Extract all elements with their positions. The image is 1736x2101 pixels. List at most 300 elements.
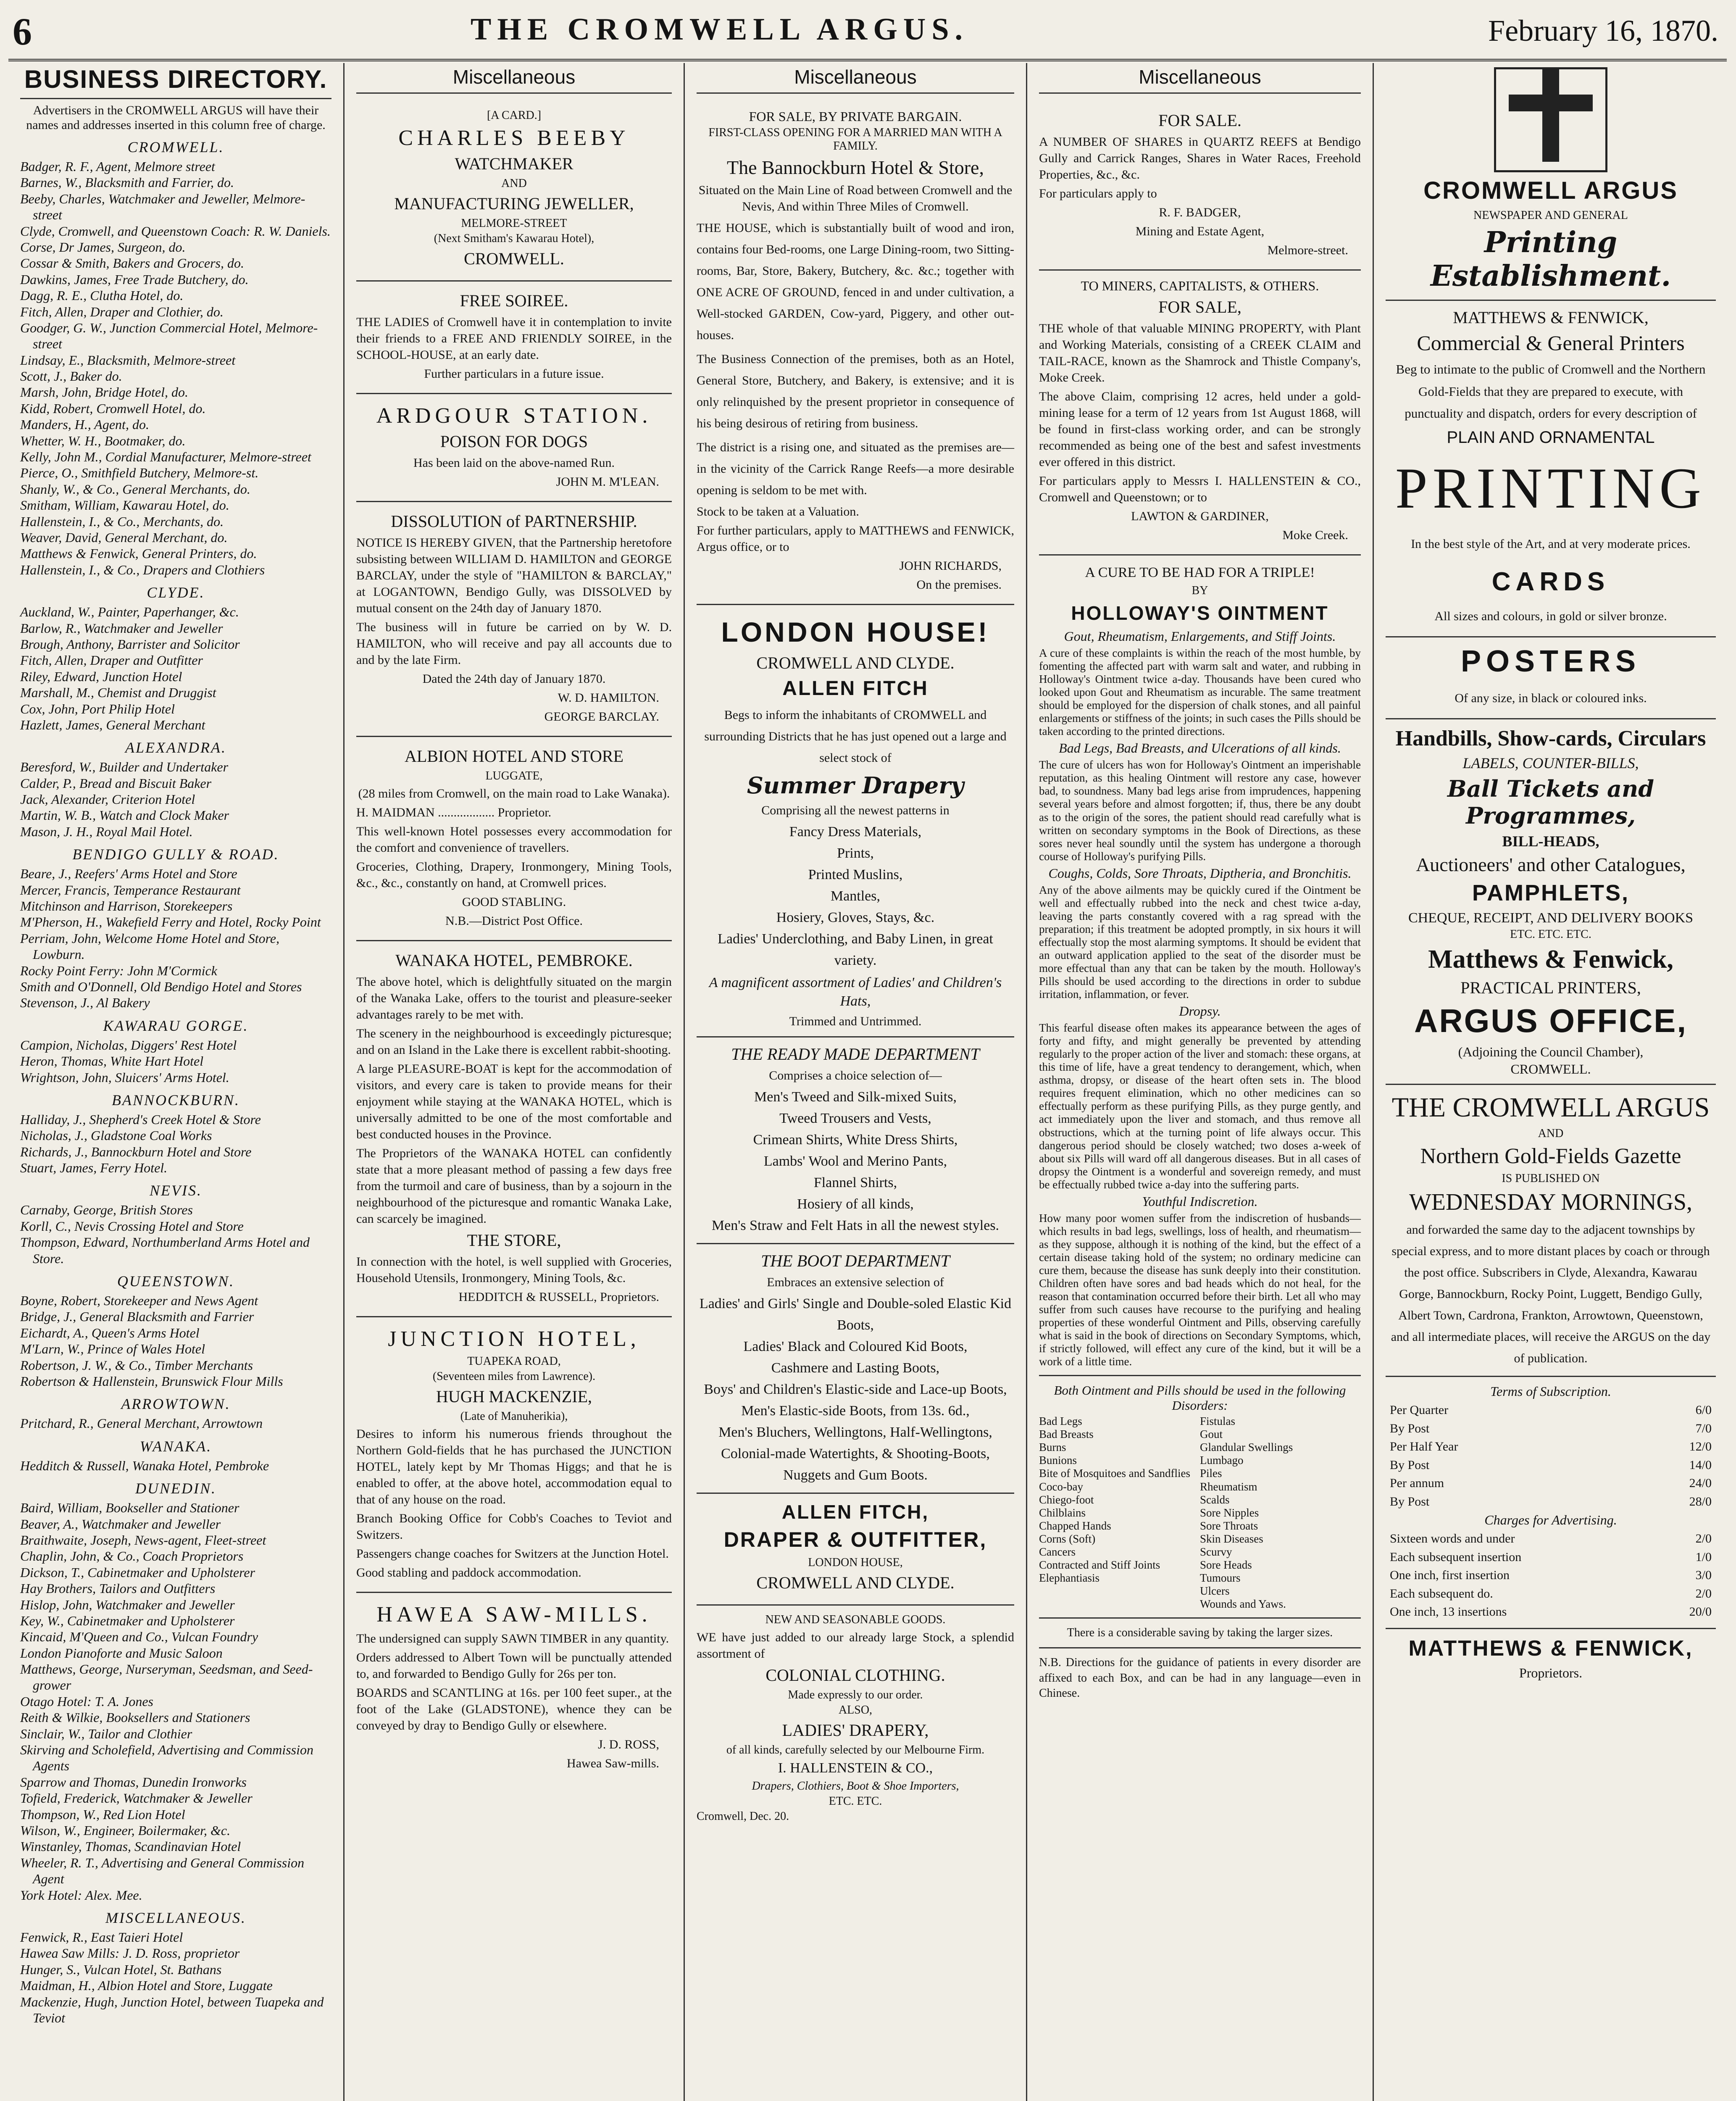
rate-row <box>1386 1401 1716 1419</box>
advert-heading: WEDNESDAY MORNINGS, <box>1409 1189 1693 1216</box>
directory-entry: Bridge, J., General Blacksmith and Farrier <box>20 1309 254 1324</box>
advert-body: Situated on the Main Line of Road between Cromwell and the Nevis, And within Three Miles of Cromwell. <box>698 183 1013 213</box>
advert-note: Further particulars in a future issue. <box>424 367 604 381</box>
advert-body: This well-known Hotel possesses every accommodation for the comfort and convenience of travellers. <box>356 824 672 855</box>
printing-office-column <box>1374 63 1728 2101</box>
directory-entry: Brough, Anthony, Barrister and Solicitor <box>20 636 240 652</box>
rate-label: By Post <box>1390 1458 1430 1472</box>
directory-entry: Hay Brothers, Tailors and Outfitters <box>20 1581 216 1596</box>
albion-advert <box>356 737 672 941</box>
advert-signature: Moke Creek. <box>1282 528 1348 542</box>
directory-entry: Fitch, Allen, Draper and Clothier, do. <box>20 304 224 319</box>
business-directory-column <box>8 63 345 2101</box>
hawea-advert <box>356 1593 672 1782</box>
advert-text: TUAPEKA ROAD, <box>467 1355 561 1368</box>
directory-entry: Hawea Saw Mills: J. D. Ross, proprietor <box>20 1946 240 1961</box>
advert-heading: ALLEN FITCH <box>782 677 928 700</box>
divider <box>697 1493 1014 1494</box>
advert-body: The scenery in the neighbourhood is exceedingly picturesque; and on an Island in the Lake there is excellent rabbit-shooting. <box>356 1027 672 1057</box>
rate-value: 20/0 <box>1689 1605 1712 1619</box>
advert-text: (Seventeen miles from Lawrence). <box>432 1370 596 1383</box>
directory-entry: Hallenstein, I., & Co., Drapers and Clothiers <box>20 562 265 577</box>
advert-body: N.B.—District Post Office. <box>445 914 583 928</box>
advert-text: ALSO, <box>838 1703 873 1717</box>
directory-entry: Hazlett, James, General Merchant <box>20 717 205 732</box>
directory-entry: Mercer, Francis, Temperance Restaurant <box>20 882 241 898</box>
disorder-item: Burns <box>1039 1441 1066 1454</box>
directory-entry: Marshall, M., Chemist and Druggist <box>20 685 216 700</box>
beeby-advert <box>356 101 672 282</box>
disorder-item: Bad Breasts <box>1039 1428 1094 1441</box>
advert-body: WE have just added to our already large Stock, a splendid assortment of <box>697 1630 1014 1661</box>
disorder-item: Scurvy <box>1200 1545 1232 1558</box>
advert-signature: Mining and Estate Agent, <box>1135 224 1265 238</box>
rate-row <box>1386 1530 1716 1548</box>
advert-text: AND <box>1538 1127 1564 1140</box>
advert-body: The business will in future be carried on by W. D. HAMILTON, who will receive and pay all accounts due to and by the late Firm. <box>356 620 672 667</box>
directory-entry: Tofield, Frederick, Watchmaker & Jeweller <box>20 1790 253 1806</box>
printing-heading: PRINTING <box>1395 456 1706 521</box>
directory-entry: Kelly, John M., Cordial Manufacturer, Melmore-street <box>20 449 311 465</box>
disorder-item: Wounds and Yaws. <box>1200 1597 1286 1610</box>
advert-body: For particulars apply to <box>1039 187 1157 200</box>
holloway-advert <box>1039 556 1361 1712</box>
directory-entry: Nicholas, J., Gladstone Coal Works <box>20 1128 212 1143</box>
ready-made-item: Crimean Shirts, White Dress Shirts, <box>753 1132 958 1148</box>
advert-text: (Late of Manuherikia), <box>460 1410 568 1423</box>
advert-text: LONDON HOUSE, <box>808 1556 903 1569</box>
advert-body: Any of the above ailments may be quickly cured if the Ointment be well and effectually rubbed into the neck and chest twice a-day, leaving the parts constantly covered with a rag spread with the preparation; if this treatment be adopted promptly, in six hours it will effectually stop the most alarming symptoms. It should be evident that an outward application applied to the seat of the disorder must be more effectual than any that can be taken by the mouth. Holloway's Pills should be used according to the directions in order to subdue irritation, inflammation, or fever. <box>1039 883 1361 1001</box>
advert-text: NEWSPAPER AND GENERAL <box>1473 209 1628 222</box>
directory-title: BUSINESS DIRECTORY. <box>20 63 331 99</box>
directory-town-heading: CLYDE. <box>147 584 205 601</box>
directory-entry: Matthews, George, Nurseryman, Seedsman, and Seed-grower <box>20 1661 313 1693</box>
disorder-item: Skin Diseases <box>1200 1532 1263 1545</box>
boot-item: Men's Bluchers, Wellingtons, Half-Wellingtons, <box>718 1424 992 1440</box>
advert-subtitle: Dropsy. <box>1179 1003 1221 1019</box>
advert-body: A cure of these complaints is within the reach of the most humble, by fomenting the affected part with warm salt and water, and rubbing in Holloway's Ointment twice a-day. Thousands have been cured who looked upon Gout and Rheumatism as incurable. The same treatment should be employed for the dispersion of chalk stones, and all painful enlargements or stiffness of the joints; in such cases the Pills should be taken according to the printed directions. <box>1039 647 1361 738</box>
advert-signature: Melmore-street. <box>1267 243 1348 257</box>
directory-intro: Advertisers in the CROMWELL ARGUS will have their names and addresses inserted in this column free of charge. <box>26 103 326 132</box>
advert-body: THE whole of that valuable MINING PROPERTY, with Plant and Working Materials, consisting of a CREEK CLAIM and TAIL-RACE, known as the Shamrock and Thistle Company's, Moke Creek. <box>1039 321 1361 384</box>
advert-body: Comprising all the newest patterns in <box>761 803 950 817</box>
advert-subtitle: PRACTICAL PRINTERS, <box>1460 978 1641 998</box>
directory-entry: Maidman, H., Albion Hotel and Store, Luggate <box>20 1978 273 1993</box>
advert-heading: LADIES' DRAPERY, <box>782 1721 929 1740</box>
boot-item: Boys' and Children's Elastic-side and Lace-up Boots, <box>704 1382 1007 1398</box>
advert-text: of all kinds, carefully selected by our Melbourne Firm. <box>726 1743 985 1757</box>
rate-row <box>1386 1438 1716 1456</box>
directory-entry: Robertson & Hallenstein, Brunswick Flour Mills <box>20 1374 283 1389</box>
directory-entry: Baird, William, Bookseller and Stationer <box>20 1500 239 1516</box>
advert-heading: Handbills, Show-cards, Circulars <box>1395 727 1706 751</box>
directory-entry: Shanly, W., & Co., General Merchants, do. <box>20 481 250 497</box>
directory-entry: Hallenstein, I., & Co., Merchants, do. <box>20 513 224 529</box>
advert-body: In the best style of the Art, and at very moderate prices. <box>1411 537 1691 551</box>
disorder-item: Bite of Mosquitoes and Sandflies <box>1039 1467 1190 1480</box>
bannockburn-sale-advert <box>697 101 1014 605</box>
advert-text: LUGGATE, <box>485 769 543 782</box>
directory-entry: Mason, J. H., Royal Mail Hotel. <box>20 824 193 839</box>
advert-signature: R. F. BADGER, <box>1159 205 1241 219</box>
subscription-heading: Terms of Subscription. <box>1490 1384 1611 1399</box>
advert-signature: JOHN RICHARDS, <box>899 559 1002 573</box>
boot-item: Men's Elastic-side Boots, from 13s. 6d., <box>741 1403 970 1419</box>
directory-entry: Kidd, Robert, Cromwell Hotel, do. <box>20 400 206 416</box>
disorders-table <box>1039 1415 1361 1611</box>
advert-text: AND <box>501 177 527 190</box>
advert-body: Orders addressed to Albert Town will be punctually attended to, and forwarded to Bendigo Gully for 26s per ton. <box>356 1651 672 1681</box>
boot-item: Nuggets and Gum Boots. <box>783 1467 928 1483</box>
advert-text: CHEQUE, RECEIPT, AND DELIVERY BOOKS <box>1408 910 1694 926</box>
directory-town-heading: BANNOCKBURN. <box>111 1091 240 1108</box>
advert-body: BOARDS and SCANTLING at 16s. per 100 feet super., at the foot of the Lake (GLADSTONE), whence they can be conveyed by dray to Bendigo Gully or elsewhere. <box>356 1686 672 1732</box>
disorders-list-left <box>1039 1415 1200 1611</box>
advert-body: For further particulars, apply to MATTHEWS and FENWICK, Argus office, or to <box>697 524 1014 554</box>
directory-entry: Wrightson, John, Sluicers' Arms Hotel. <box>20 1069 229 1085</box>
directory-entry: Corse, Dr James, Surgeon, do. <box>20 239 186 255</box>
advert-subtitle: Gout, Rheumatism, Enlargements, and Stiff Joints. <box>1064 629 1336 644</box>
advert-subtitle: Bad Legs, Bad Breasts, and Ulcerations of all kinds. <box>1059 740 1341 756</box>
directory-entry: Beare, J., Reefers' Arms Hotel and Store <box>20 866 237 882</box>
directory-entry: York Hotel: Alex. Mee. <box>20 1887 142 1903</box>
disorder-item: Fistulas <box>1200 1415 1236 1428</box>
directory-entry: Wheeler, R. T., Advertising and General Commission Agent <box>20 1855 305 1887</box>
divider <box>697 1036 1014 1037</box>
item-list <box>697 1086 1014 1236</box>
advert-text: BILL-HEADS, <box>1502 833 1599 850</box>
rate-label: Per Half Year <box>1390 1440 1458 1454</box>
column-heading: Miscellaneous <box>1039 63 1361 94</box>
directory-entry: Stuart, James, Ferry Hotel. <box>20 1160 168 1176</box>
directory-town-heading: BENDIGO GULLY & ROAD. <box>72 846 279 863</box>
advert-title: FOR SALE, BY PRIVATE BARGAIN. <box>749 109 962 124</box>
disorder-item: Chiego-foot <box>1039 1493 1094 1506</box>
directory-entry: Richards, J., Bannockburn Hotel and Store <box>20 1144 252 1159</box>
advert-subtitle: PLAIN AND ORNAMENTAL <box>1447 428 1655 447</box>
directory-entry: Whetter, W. H., Bootmaker, do. <box>20 433 186 448</box>
directory-entry: Thompson, Edward, Northumberland Arms Hotel and Store. <box>20 1235 310 1266</box>
directory-entry: Mitchinson and Harrison, Storekeepers <box>20 898 233 914</box>
directory-town-heading: ARROWTOWN. <box>121 1395 231 1413</box>
directory-entry: Smitham, William, Kawarau Hotel, do. <box>20 498 229 513</box>
advert-signature: JOHN M. M'LEAN. <box>556 475 659 489</box>
page-number: 6 <box>13 10 32 53</box>
divider <box>1039 1617 1361 1619</box>
advert-subtitle: MANUFACTURING JEWELLER, <box>394 194 634 213</box>
newspaper-name: THE CROMWELL ARGUS <box>1391 1092 1710 1123</box>
newspaper-title: THE CROMWELL ARGUS. <box>471 12 969 47</box>
disorder-item: Glandular Swellings <box>1200 1441 1293 1454</box>
directory-entry: Eichardt, A., Queen's Arms Hotel <box>20 1325 200 1340</box>
advert-body: There is a considerable saving by taking the larger sizes. <box>1067 1626 1333 1639</box>
advert-body: THE LADIES of Cromwell have it in contemplation to invite their friends to a FREE AND FRIENDLY SOIREE, in the SCHOOL-HOUSE, at an early date. <box>356 315 672 362</box>
advert-body: Has been laid on the above-named Run. <box>413 456 615 470</box>
advert-subtitle: POISON FOR DOGS <box>440 432 588 451</box>
advert-signature: On the premises. <box>916 578 1002 592</box>
advertising-rates <box>1386 1530 1716 1621</box>
disorder-item: Gout <box>1200 1428 1223 1441</box>
advert-body: A magnificent assortment of Ladies' and Children's Hats, <box>709 975 1002 1009</box>
item-list <box>697 1293 1014 1486</box>
ready-made-item: Tweed Trousers and Vests, <box>779 1111 931 1127</box>
boot-item: Cashmere and Lasting Boots, <box>771 1360 940 1376</box>
advert-subtitle: CROMWELL AND CLYDE. <box>756 653 955 672</box>
directory-entry: Reith & Wilkie, Booksellers and Stationers <box>20 1710 250 1725</box>
advert-signature: HEDDITCH & RUSSELL, Proprietors. <box>458 1290 659 1304</box>
miscellaneous-column-1 <box>345 63 685 2101</box>
directory-entry: Manders, H., Agent, do. <box>20 417 149 432</box>
advert-body: The Business Connection of the premises, both as an Hotel, General Store, Butchery, and Bakery, is extensive; and it is only relinquished by the present proprietor in consequence of his being desirous of retiring from business. <box>697 352 1014 430</box>
disorder-item: Piles <box>1200 1467 1222 1480</box>
advert-body: Passengers change coaches for Switzers at the Junction Hotel. <box>356 1547 669 1561</box>
argus-title: CROMWELL ARGUS <box>1423 177 1678 204</box>
disorder-item: Elephantiasis <box>1039 1571 1099 1584</box>
badger-sale-advert <box>1039 101 1361 271</box>
directory-entry: Barlow, R., Watchmaker and Jeweller <box>20 620 223 636</box>
drapery-item: Fancy Dress Materials, <box>789 824 922 840</box>
advert-subtitle: FIRST-CLASS OPENING FOR A MARRIED MAN WITH A FAMILY. <box>708 126 1002 153</box>
rate-row <box>1386 1493 1716 1511</box>
ready-made-item: Men's Straw and Felt Hats in all the newest styles. <box>711 1218 1000 1234</box>
directory-entry: Mackenzie, Hugh, Junction Hotel, between Tuapeka and Teviot <box>20 1994 324 2025</box>
advert-body: All sizes and colours, in gold or silver bronze. <box>1434 609 1667 624</box>
directory-entry: Weaver, David, General Merchant, do. <box>20 529 228 545</box>
advert-heading: Summer Drapery <box>747 772 964 799</box>
directory-entry: Auckland, W., Painter, Paperhanger, &c. <box>20 604 239 620</box>
disorder-item: Sore Heads <box>1200 1558 1252 1571</box>
directory-entry: Stevenson, J., Al Bakery <box>20 995 150 1011</box>
directory-entry: Cox, John, Port Philip Hotel <box>20 701 175 716</box>
directory-entry: Marsh, John, Bridge Hotel, do. <box>20 384 188 400</box>
disorders-list-right <box>1200 1415 1361 1611</box>
rate-row <box>1386 1419 1716 1438</box>
advert-subtitle: A CURE TO BE HAD FOR A TRIPLE! <box>1085 565 1315 580</box>
advert-subtitle: THE STORE, <box>467 1231 561 1250</box>
rate-value: 7/0 <box>1695 1421 1712 1435</box>
directory-entry: Cossar & Smith, Bakers and Grocers, do. <box>20 255 245 271</box>
advert-body: The above hotel, which is delightfully situated on the margin of the Wanaka Lake, offers to the tourist and pleasure-seeker advantages rarely to be met with. <box>356 975 672 1022</box>
advert-subtitle: WATCHMAKER <box>455 154 573 173</box>
directory-entry: Otago Hotel: T. A. Jones <box>20 1693 153 1709</box>
advert-subtitle: MATTHEWS & FENWICK, <box>1453 308 1649 327</box>
directory-entry: Skirving and Scholefield, Advertising and Commission Agents <box>20 1742 314 1774</box>
advert-title: HOLLOWAY'S OINTMENT <box>1071 602 1329 624</box>
advert-body: For particulars apply to Messrs I. HALLENSTEIN & CO., Cromwell and Queenstown; or to <box>1039 474 1361 504</box>
rate-label: Per annum <box>1390 1476 1444 1490</box>
advert-signature: I. HALLENSTEIN & CO., <box>778 1760 933 1776</box>
directory-entry: Dawkins, James, Free Trade Butchery, do. <box>20 271 249 287</box>
miscellaneous-column-2 <box>685 63 1027 2101</box>
advert-body: Embraces an extensive selection of <box>767 1275 944 1290</box>
directory-entry: Pierce, O., Smithfield Butchery, Melmore-st. <box>20 465 259 481</box>
advert-body: The cure of ulcers has won for Holloway's Ointment an imperishable reputation, as this healing Ointment will restore any case, however bad, to soundness. Many bad legs arise from imprudences, happening several years before and almost forgotten; if, thus, there be any doubt as to the origin of the sores, the patient should read carefully what is written on secondary symptoms in the Book of Directions, as these sores never heal soundly until the system has undergone a thorough course of Holloway's purifying Pills. <box>1039 758 1361 863</box>
advert-title: WANAKA HOTEL, PEMBROKE. <box>395 951 633 970</box>
directory-entry: Campion, Nicholas, Diggers' Rest Hotel <box>20 1037 237 1053</box>
advert-heading: Ball Tickets and Programmes, <box>1447 775 1654 829</box>
divider <box>697 1243 1014 1244</box>
cards-heading: CARDS <box>1491 567 1610 597</box>
drapery-item: Mantles, <box>830 888 881 904</box>
advert-title: NEW AND SEASONABLE GOODS. <box>765 1613 946 1627</box>
advert-body: In connection with the hotel, is well supplied with Groceries, Household Utensils, Ironmongery, Mining Tools, &c. <box>356 1255 672 1285</box>
directory-entry: Heron, Thomas, White Hart Hotel <box>20 1053 204 1069</box>
ardgour-advert <box>356 394 672 502</box>
advert-signature: W. D. HAMILTON. <box>558 691 659 705</box>
advert-subtitle: Youthful Indiscretion. <box>1142 1193 1258 1209</box>
drapery-item: Printed Muslins, <box>808 867 903 882</box>
miners-advert <box>1039 271 1361 556</box>
advert-body: (28 miles from Cromwell, on the main road to Lake Wanaka). <box>358 787 670 800</box>
advert-text: LABELS, COUNTER-BILLS, <box>1462 755 1639 772</box>
advert-signature: LAWTON & GARDINER, <box>1131 509 1269 523</box>
directory-entry: Robertson, J. W., & Co., Timber Merchants <box>20 1357 253 1373</box>
directory-entry: Braithwaite, Joseph, News-agent, Fleet-street <box>20 1532 266 1548</box>
card-label: [A CARD.] <box>487 109 542 122</box>
drapery-item: Prints, <box>837 845 874 861</box>
advert-text: (Adjoining the Council Chamber), <box>1458 1044 1644 1060</box>
directory-entry: Lindsay, E., Blacksmith, Melmore-street <box>20 352 236 368</box>
directory-town-heading: NEVIS. <box>150 1182 202 1199</box>
argus-office-heading: ARGUS OFFICE, <box>1414 1002 1687 1040</box>
posters-heading: POSTERS <box>1460 645 1641 679</box>
disorder-item: Chilblains <box>1039 1506 1086 1519</box>
advert-signature: ALLEN FITCH, <box>781 1501 929 1523</box>
directory-town-heading: CROMWELL. <box>127 139 224 155</box>
directory-town-heading: KAWARAU GORGE. <box>103 1017 249 1034</box>
advert-subtitle: CROMWELL. <box>464 249 564 268</box>
directory-entry: Jack, Alexander, Criterion Hotel <box>20 792 195 807</box>
rate-row <box>1386 1585 1716 1603</box>
advert-signature: Hawea Saw-mills. <box>567 1756 659 1770</box>
advert-body: A NUMBER OF SHARES in QUARTZ REEFS at Bendigo Gully and Carrick Ranges, Shares in Water Races, Freehold Properties, &c., &c. <box>1039 135 1361 182</box>
directory-entry: Smith and O'Donnell, Old Bendigo Hotel and Stores <box>20 979 302 994</box>
advert-subtitle: THE READY MADE DEPARTMENT <box>731 1045 980 1064</box>
advert-subtitle: Coughs, Colds, Sore Throats, Diptheria, and Bronchitis. <box>1048 865 1352 881</box>
advert-heading: Matthews & Fenwick, <box>1428 945 1673 974</box>
column-heading: Miscellaneous <box>356 63 672 94</box>
directory-entry: Hislop, John, Watchmaker and Jeweller <box>20 1597 235 1612</box>
advert-heading: Printing Establishment. <box>1430 226 1671 293</box>
boot-item: Ladies' and Girls' Single and Double-soled Elastic Kid Boots, <box>699 1296 1012 1333</box>
rate-row <box>1386 1603 1716 1621</box>
directory-entry: Fenwick, R., East Taieri Hotel <box>20 1929 183 1945</box>
advert-body: A large PLEASURE-BOAT is kept for the accommodation of visitors, and every care is taken to provide means for their enjoyment while staying at the WANAKA HOTEL, which is universally admitted to be one of the most comfortable and best conducted houses in the Province. <box>356 1062 672 1141</box>
rate-row <box>1386 1566 1716 1585</box>
directory-town-heading: DUNEDIN. <box>135 1480 216 1497</box>
rate-value: 14/0 <box>1689 1458 1712 1472</box>
directory-entry: Beeby, Charles, Watchmaker and Jeweller, Melmore-street <box>20 191 305 223</box>
directory-entry: Fitch, Allen, Draper and Outfitter <box>20 653 203 668</box>
directory-entry: Hedditch & Russell, Wanaka Hotel, Pembroke <box>20 1458 269 1473</box>
rate-row <box>1386 1456 1716 1474</box>
advert-body: THE HOUSE, which is substantially built of wood and iron, contains four Bed-rooms, one Large Dining-room, two Sitting-rooms, Bar, Store, Bakery, Butchery, &c. &c.; together with ONE ACRE OF GROUND, fenced in and under cultivation, a Well-stocked GARDEN, Cow-yard, Piggery, and other out-houses. <box>697 221 1014 342</box>
directory-entry: Badger, R. F., Agent, Melmore street <box>20 159 215 174</box>
rate-value: 28/0 <box>1689 1494 1712 1509</box>
advert-body: Trimmed and Untrimmed. <box>789 1014 922 1029</box>
disorder-item: Rheumatism <box>1200 1480 1257 1493</box>
disorder-item: Sore Throats <box>1200 1519 1258 1532</box>
advert-title: DISSOLUTION of PARTNERSHIP. <box>391 512 637 531</box>
rate-value: 1/0 <box>1695 1550 1712 1564</box>
directory-entry: Boyne, Robert, Storekeeper and News Agent <box>20 1293 258 1309</box>
advert-title: ARDGOUR STATION. <box>376 404 652 428</box>
directory-entry: Pritchard, R., General Merchant, Arrowtown <box>20 1416 263 1431</box>
advert-subtitle: Both Ointment and Pills should be used in the following Disorders: <box>1054 1383 1346 1413</box>
directory-entry: M'Larn, W., Prince of Wales Hotel <box>20 1341 205 1357</box>
rate-value: 3/0 <box>1695 1568 1712 1582</box>
advert-body: The undersigned can supply SAWN TIMBER in any quantity. <box>356 1632 669 1646</box>
advert-title: TO MINERS, CAPITALISTS, & OTHERS. <box>1081 278 1319 293</box>
directory-entry: Korll, C., Nevis Crossing Hotel and Store <box>20 1218 244 1234</box>
advert-body: The district is a rising one, and situated as the premises are—in the vicinity of the Carrick Range Reefs—a more desirable opening is seldom to be met with. <box>697 440 1014 497</box>
directory-entry: Beresford, W., Builder and Undertaker <box>20 759 229 775</box>
disorder-item: Bad Legs <box>1039 1415 1082 1428</box>
directory-entry: Kincaid, M'Queen and Co., Vulcan Foundry <box>20 1629 258 1645</box>
disorder-item: Sore Nipples <box>1200 1506 1259 1519</box>
london-house-advert <box>697 605 1014 1606</box>
advert-body: Groceries, Clothing, Drapery, Ironmongery, Mining Tools, &c., &c., constantly on hand, at Cromwell prices. <box>356 860 672 890</box>
disorder-item: Contracted and Stiff Joints <box>1039 1558 1160 1571</box>
advert-text: Proprietors. <box>1519 1665 1583 1680</box>
advert-body: The Proprietors of the WANAKA HOTEL can confidently state that a more pleasant method of passing a few days free from the turmoil and care of business, than by a sojourn in the neighbourhood of the picturesque and romantic Wanaka Lake, can scarcely be imagined. <box>356 1146 672 1226</box>
directory-entry: Matthews & Fenwick, General Printers, do. <box>20 546 257 561</box>
ready-made-item: Men's Tweed and Silk-mixed Suits, <box>754 1089 957 1105</box>
boot-item: Colonial-made Watertights, & Shooting-Boots, <box>721 1446 990 1462</box>
advert-heading: The Bannockburn Hotel & Store, <box>727 157 984 178</box>
disorder-item: Corns (Soft) <box>1039 1532 1096 1545</box>
directory-entry: Wilson, W., Engineer, Boilermaker, &c. <box>20 1822 231 1838</box>
directory-town-heading: MISCELLANEOUS. <box>105 1909 246 1926</box>
advert-body: How many poor women suffer from the indiscretion of husbands—which results in bad legs, swellings, loss of health, and rheumatism—as they suppose, although it is nothing of the kind, but the effect of a certain disease taking hold of the system; no ordinary medicine can cure them, because the disease has sunk deeply into their constitution. Children often have sores and bad heads which do not heal, for the reason that contamination occurred before their birth. Let all who may suffer from such causes have recourse to the purifying and healing properties of these wonderful Ointment and Pills, observing carefully what is said in the book of directions on Secondary Symptoms, which, if strictly followed, will effect any cure of the kind, but it will be a work of a little time. <box>1039 1211 1361 1368</box>
directory-entry: Winstanley, Thomas, Scandinavian Hotel <box>20 1839 241 1854</box>
divider <box>1386 300 1716 301</box>
advert-text: Drapers, Clothiers, Boot & Shoe Importers, <box>752 1780 959 1793</box>
disorder-item: Tumours <box>1200 1571 1241 1584</box>
advert-body: H. MAIDMAN .................. Proprietor. <box>356 806 552 819</box>
advert-heading: Auctioneers' and other Catalogues, <box>1416 854 1686 876</box>
item-list <box>697 821 1014 971</box>
rate-label: By Post <box>1390 1421 1430 1435</box>
disorder-item: Coco-bay <box>1039 1480 1083 1493</box>
advert-subtitle: CROMWELL AND CLYDE. <box>756 1573 955 1593</box>
advert-title: JUNCTION HOTEL, <box>388 1327 640 1351</box>
rate-value: 6/0 <box>1695 1403 1712 1417</box>
subscription-rates <box>1386 1401 1716 1511</box>
directory-entry: Riley, Edward, Junction Hotel <box>20 669 182 684</box>
dissolution-advert <box>356 502 672 737</box>
directory-town-heading: WANAKA. <box>139 1438 212 1455</box>
advert-title: ALBION HOTEL AND STORE <box>404 747 624 766</box>
disorder-item: Bunions <box>1039 1454 1077 1467</box>
advert-text: (Next Smitham's Kawarau Hotel), <box>434 232 594 245</box>
masthead <box>8 8 1727 61</box>
disorder-item: Cancers <box>1039 1545 1076 1558</box>
directory-entry: Martin, W. B., Watch and Clock Maker <box>20 808 229 823</box>
rate-label: Each subsequent insertion <box>1390 1550 1522 1564</box>
divider <box>1386 636 1716 637</box>
advert-text: ETC. ETC. ETC. <box>1510 928 1591 941</box>
printing-press-icon <box>1494 67 1607 172</box>
advert-title: FREE SOIREE. <box>460 291 568 310</box>
rate-label: Per Quarter <box>1390 1403 1449 1417</box>
drapery-item: Ladies' Underclothing, and Baby Linen, in great variety. <box>718 931 993 968</box>
directory-town-heading: QUEENSTOWN. <box>117 1273 235 1290</box>
wanaka-advert <box>356 941 672 1317</box>
hallenstein-advert <box>697 1606 1014 1833</box>
advert-subtitle: FOR SALE, <box>1158 298 1242 316</box>
rate-value: 12/0 <box>1689 1440 1712 1454</box>
